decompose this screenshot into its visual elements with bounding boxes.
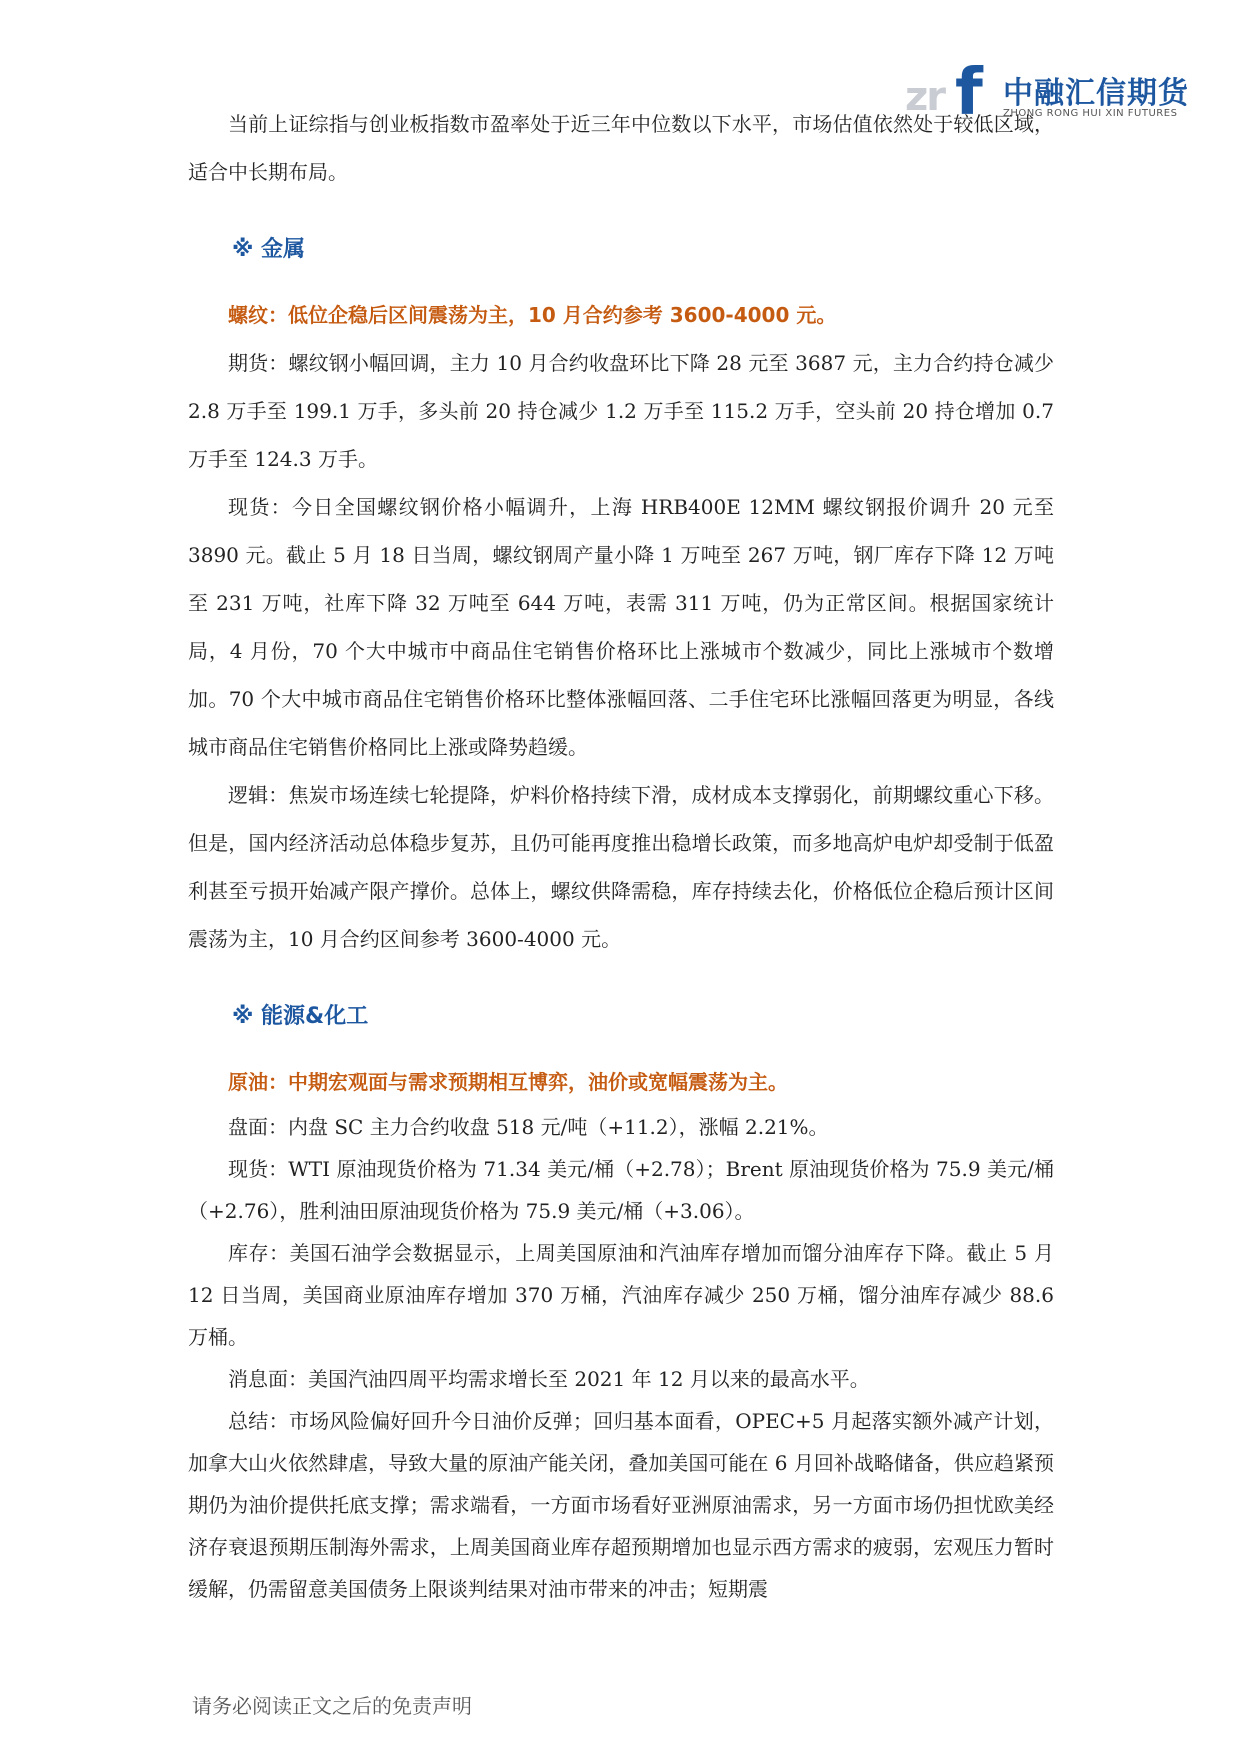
paragraph-oil-summary: 总结：市场风险偏好回升今日油价反弹；回归基本面看，OPEC+5 月起落实额外减产计划，加拿大山火依然肆虐，导致大量的原油产能关闭，叠加美国可能在 6 月回补战略储备，供应趋紧预期仍为油价提供托底支撑；需求端看，一方面市场看好亚洲原油需求，另一方面市场仍担忧欧美经济存衰退预期压制海外需求，上周美国商业库存超预期增加也显示西方需求的疲弱，宏观压力暂时缓解，仍需留意美国债务上限谈判结果对油市带来的冲击；短期震 [188,1409,1054,1601]
disclaimer-footer: 请务必阅读正文之后的免责声明 [192,1694,472,1718]
section-heading-energy: ※ 能源&化工 [232,1004,369,1029]
paragraph-oil-inventory: 库存：美国石油学会数据显示，上周美国原油和汽油库存增加而馏分油库存下降。截止 5 月 12 日当周，美国商业原油库存增加 370 万桶，汽油库存减少 250 万桶，馏分油库存减少 88.6 万桶。 [188,1241,1054,1349]
section-heading-metals: ※ 金属 [232,237,306,262]
intro-paragraph: 当前上证综指与创业板指数市盈率处于近三年中位数以下水平，市场估值依然处于较低区域，适合中长期布局。 [188,112,1054,184]
paragraph-rebar-spot: 现货：今日全国螺纹钢价格小幅调升，上海 HRB400E 12MM 螺纹钢报价调升 20 元至 3890 元。截止 5 月 18 日当周，螺纹钢周产量小降 1 万吨至 267 万吨，钢厂库存下降 12 万吨至 231 万吨，社库下降 32 万吨至 644 万吨，表需 311 万吨，仍为正常区间。根据国家统计局，4 月份，70 个大中城市中商品住宅销售价格环比上涨城市个数减少，同比上涨城市个数增加。70 个大中城市商品住宅销售价格环比整体涨幅回落、二手住宅环比涨幅回落更为明显，各线城市商品住宅销售价格同比上涨或降势趋缓。 [188,495,1054,759]
paragraph-oil-news: 消息面：美国汽油四周平均需求增长至 2021 年 12 月以来的最高水平。 [228,1367,870,1391]
logo-english-name: ZHONG RONG HUI XIN FUTURES [1003,108,1178,119]
logo-mark-zr: zr [905,74,945,120]
paragraph-oil-spot: 现货：WTI 原油现货价格为 71.34 美元/桶（+2.78）；Brent 原油现货价格为 75.9 美元/桶（+2.76），胜利油田原油现货价格为 75.9 美元/桶（+3.06）。 [188,1157,1054,1223]
logo-mark-f: f [955,56,983,130]
paragraph-rebar-futures: 期货：螺纹钢小幅回调，主力 10 月合约收盘环比下降 28 元至 3687 元，主力合约持仓减少 2.8 万手至 199.1 万手，多头前 20 持仓减少 1.2 万手至 115.2 万手，空头前 20 持仓增加 0.7 万手至 124.3 万手。 [188,351,1054,471]
subheading-crude-oil: 原油：中期宏观面与需求预期相互博弈，油价或宽幅震荡为主。 [228,1070,788,1094]
paragraph-rebar-logic: 逻辑：焦炭市场连续七轮提降，炉料价格持续下滑，成材成本支撑弱化，前期螺纹重心下移。但是，国内经济活动总体稳步复苏，且仍可能再度推出稳增长政策，而多地高炉电炉却受制于低盈利甚至亏损开始减产限产撑价。总体上，螺纹供降需稳，库存持续去化，价格低位企稳后预计区间震荡为主，10 月合约区间参考 3600-4000 元。 [188,783,1054,951]
document-body [188,100,1054,1610]
paragraph-oil-market: 盘面：内盘 SC 主力合约收盘 518 元/吨（+11.2），涨幅 2.21%。 [228,1115,829,1139]
logo-chinese-name: 中融汇信期货 [1003,76,1189,111]
subheading-rebar: 螺纹：低位企稳后区间震荡为主，10 月合约参考 3600-4000 元。 [228,303,837,327]
